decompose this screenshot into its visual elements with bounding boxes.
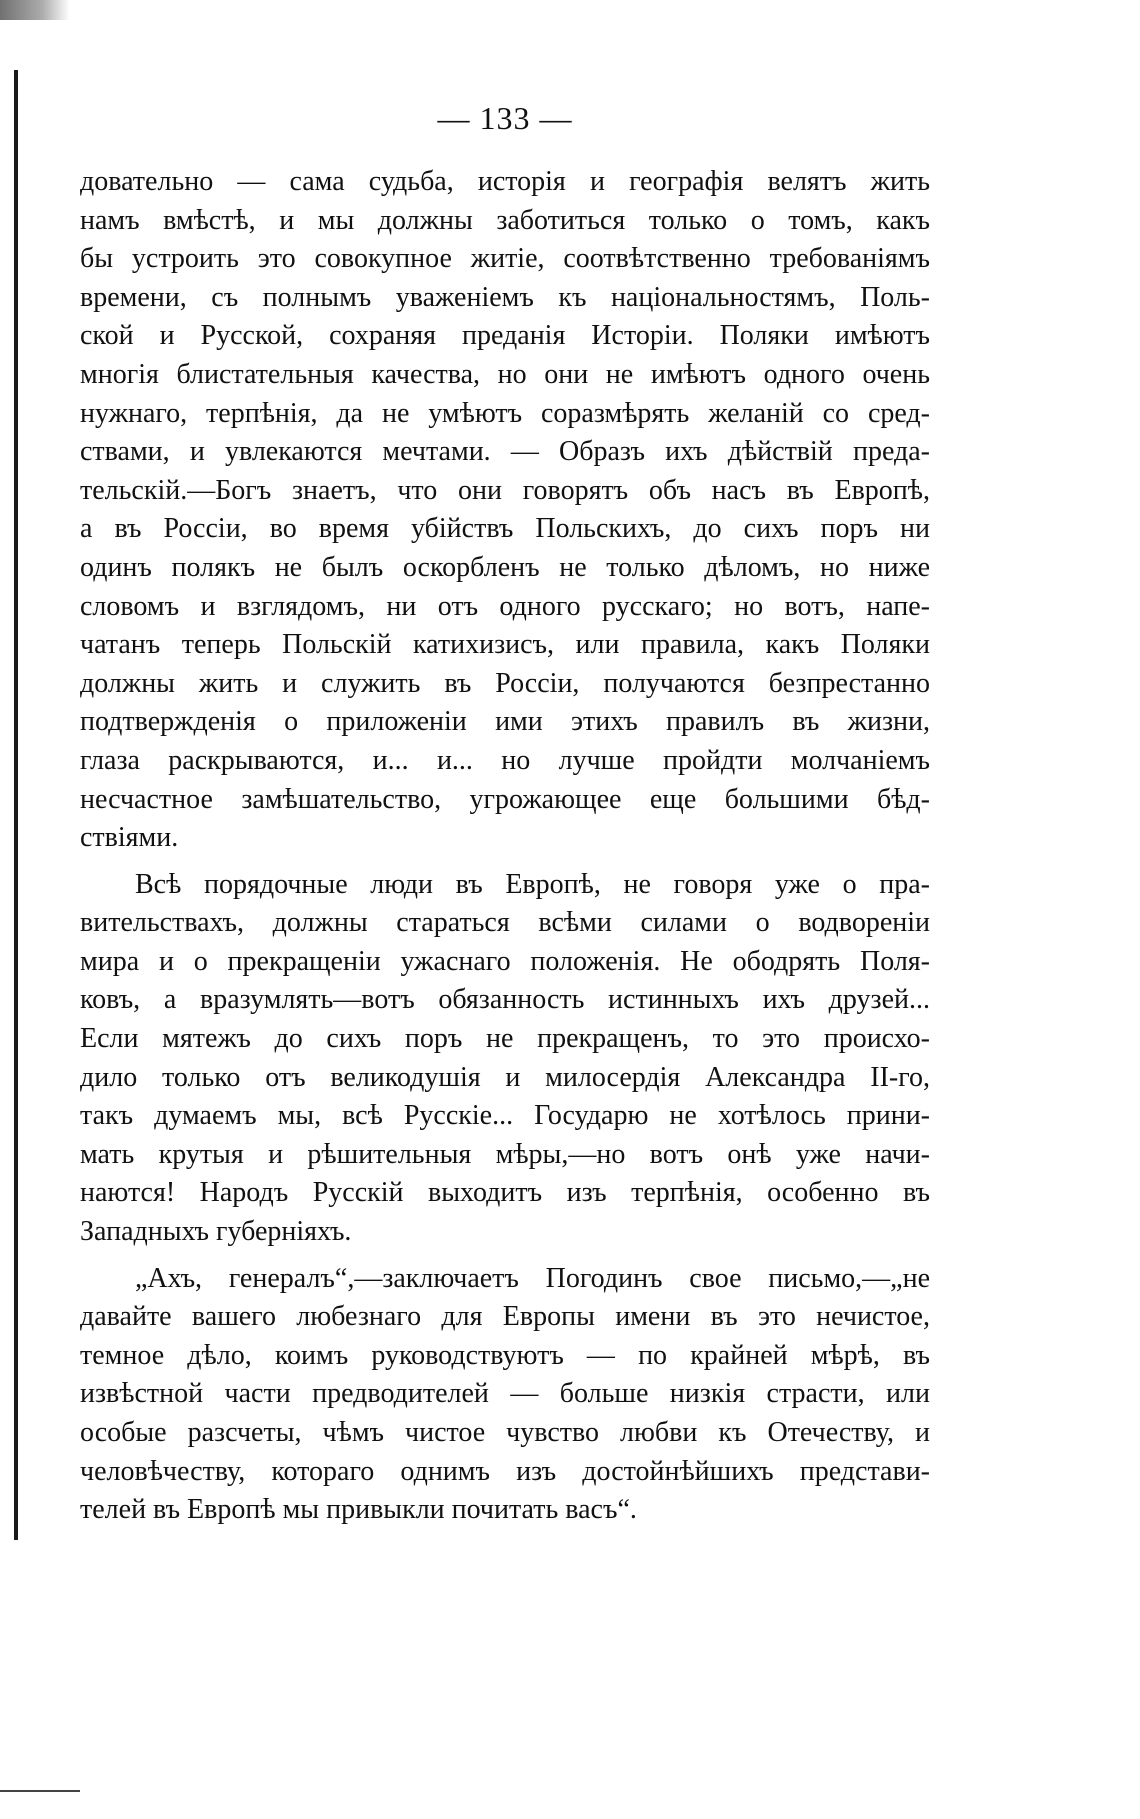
text-line: Если мятежъ до сихъ поръ не прекращенъ, то это происхо- xyxy=(80,1023,930,1055)
text-line: тельскій.—Богъ знаетъ, что они говорятъ объ насъ въ Европѣ, xyxy=(80,474,930,506)
text-line: телей въ Европѣ мы привыкли почитать васъ“. xyxy=(80,1494,637,1526)
text-line: Западныхъ губерніяхъ. xyxy=(80,1216,352,1248)
text-line: бы устроить это совокупное житіе, соотвѣтственно требованіямъ xyxy=(80,243,930,275)
text-line: мира и о прекращеніи ужаснаго положенія. Не ободрять Поля- xyxy=(80,945,930,977)
text-line: ковъ, а вразумлять—вотъ обязанность истинныхъ ихъ друзей... xyxy=(80,984,930,1016)
text-line: темное дѣло, коимъ руководствуютъ — по крайней мѣрѣ, въ xyxy=(80,1339,930,1371)
text-line: Всѣ порядочные люди въ Европѣ, не говоря уже о пра- xyxy=(135,868,930,900)
text-line: а въ Россіи, во время убійствъ Польскихъ, до сихъ поръ ни xyxy=(80,513,930,545)
text-line: давайте вашего любезнаго для Европы имени въ это нечистое, xyxy=(80,1301,930,1333)
text-line: наются! Народъ Русскій выходитъ изъ терпѣнія, особенно въ xyxy=(80,1177,930,1209)
text-line: словомъ и взглядомъ, ни отъ одного русскаго; но вотъ, напе- xyxy=(80,590,930,622)
text-line: нужнаго, терпѣнія, да не умѣютъ соразмѣрять желаній со сред- xyxy=(80,397,930,429)
text-line: такъ думаемъ мы, всѣ Русскіе... Государю не хотѣлось прини- xyxy=(80,1100,930,1132)
text-line: довательно — сама судьба, исторія и географія велятъ жить xyxy=(80,166,930,197)
page-text xyxy=(80,163,930,1530)
text-line: ской и Русской, сохраняя преданія Исторіи. Поляки имѣютъ xyxy=(80,320,930,352)
text-line: извѣстной части предводителей — больше низкія страсти, или xyxy=(80,1378,930,1410)
text-line: намъ вмѣстѣ, и мы должны заботиться только о томъ, какъ xyxy=(80,204,930,236)
text-line: „Ахъ, генералъ“,—заключаетъ Погодинъ свое письмо,—„не xyxy=(135,1262,930,1294)
text-line: времени, съ полнымъ уваженіемъ къ національностямъ, Поль- xyxy=(80,281,930,313)
paragraph xyxy=(80,866,930,1252)
text-line: ствіями. xyxy=(80,822,179,854)
text-line: одинъ полякъ не былъ оскорбленъ не только дѣломъ, но ниже xyxy=(80,551,930,583)
text-line: подтвержденія о приложеніи ими этихъ правилъ въ жизни, xyxy=(80,706,930,738)
text-line: несчастное замѣшательство, угрожающее еще большими бѣд- xyxy=(80,783,930,815)
scan-binding-edge xyxy=(14,70,18,1540)
scan-artifact-top xyxy=(0,0,70,20)
text-line: многія блистательныя качества, но они не имѣютъ одного очень xyxy=(80,358,930,390)
text-line: мать крутыя и рѣшительныя мѣры,—но вотъ онѣ уже начи- xyxy=(80,1138,930,1170)
book-page xyxy=(80,100,930,1538)
page-number: — 133 — xyxy=(437,100,573,136)
paragraph xyxy=(80,1260,930,1530)
text-line: должны жить и служить въ Россіи, получаются безпрестанно xyxy=(80,667,930,699)
text-line: ствами, и увлекаются мечтами. — Образъ ихъ дѣйствій преда- xyxy=(80,436,930,468)
text-line: вительствахъ, должны стараться всѣми силами о водвореніи xyxy=(80,907,930,939)
text-line: дило только отъ великодушія и милосердія Александра II-го, xyxy=(80,1061,930,1093)
text-line: особые разсчеты, чѣмъ чистое чувство любви къ Отечеству, и xyxy=(80,1417,930,1448)
text-line: глаза раскрываются, и... и... но лучше пройдти молчаніемъ xyxy=(80,744,930,776)
paragraph xyxy=(80,163,930,858)
scan-artifact-bottom xyxy=(0,1790,80,1792)
text-line: чатанъ теперь Польскій катихизисъ, или правила, какъ Поляки xyxy=(80,629,930,661)
text-line: человѣчеству, котораго однимъ изъ достойнѣйшихъ представи- xyxy=(80,1455,930,1487)
